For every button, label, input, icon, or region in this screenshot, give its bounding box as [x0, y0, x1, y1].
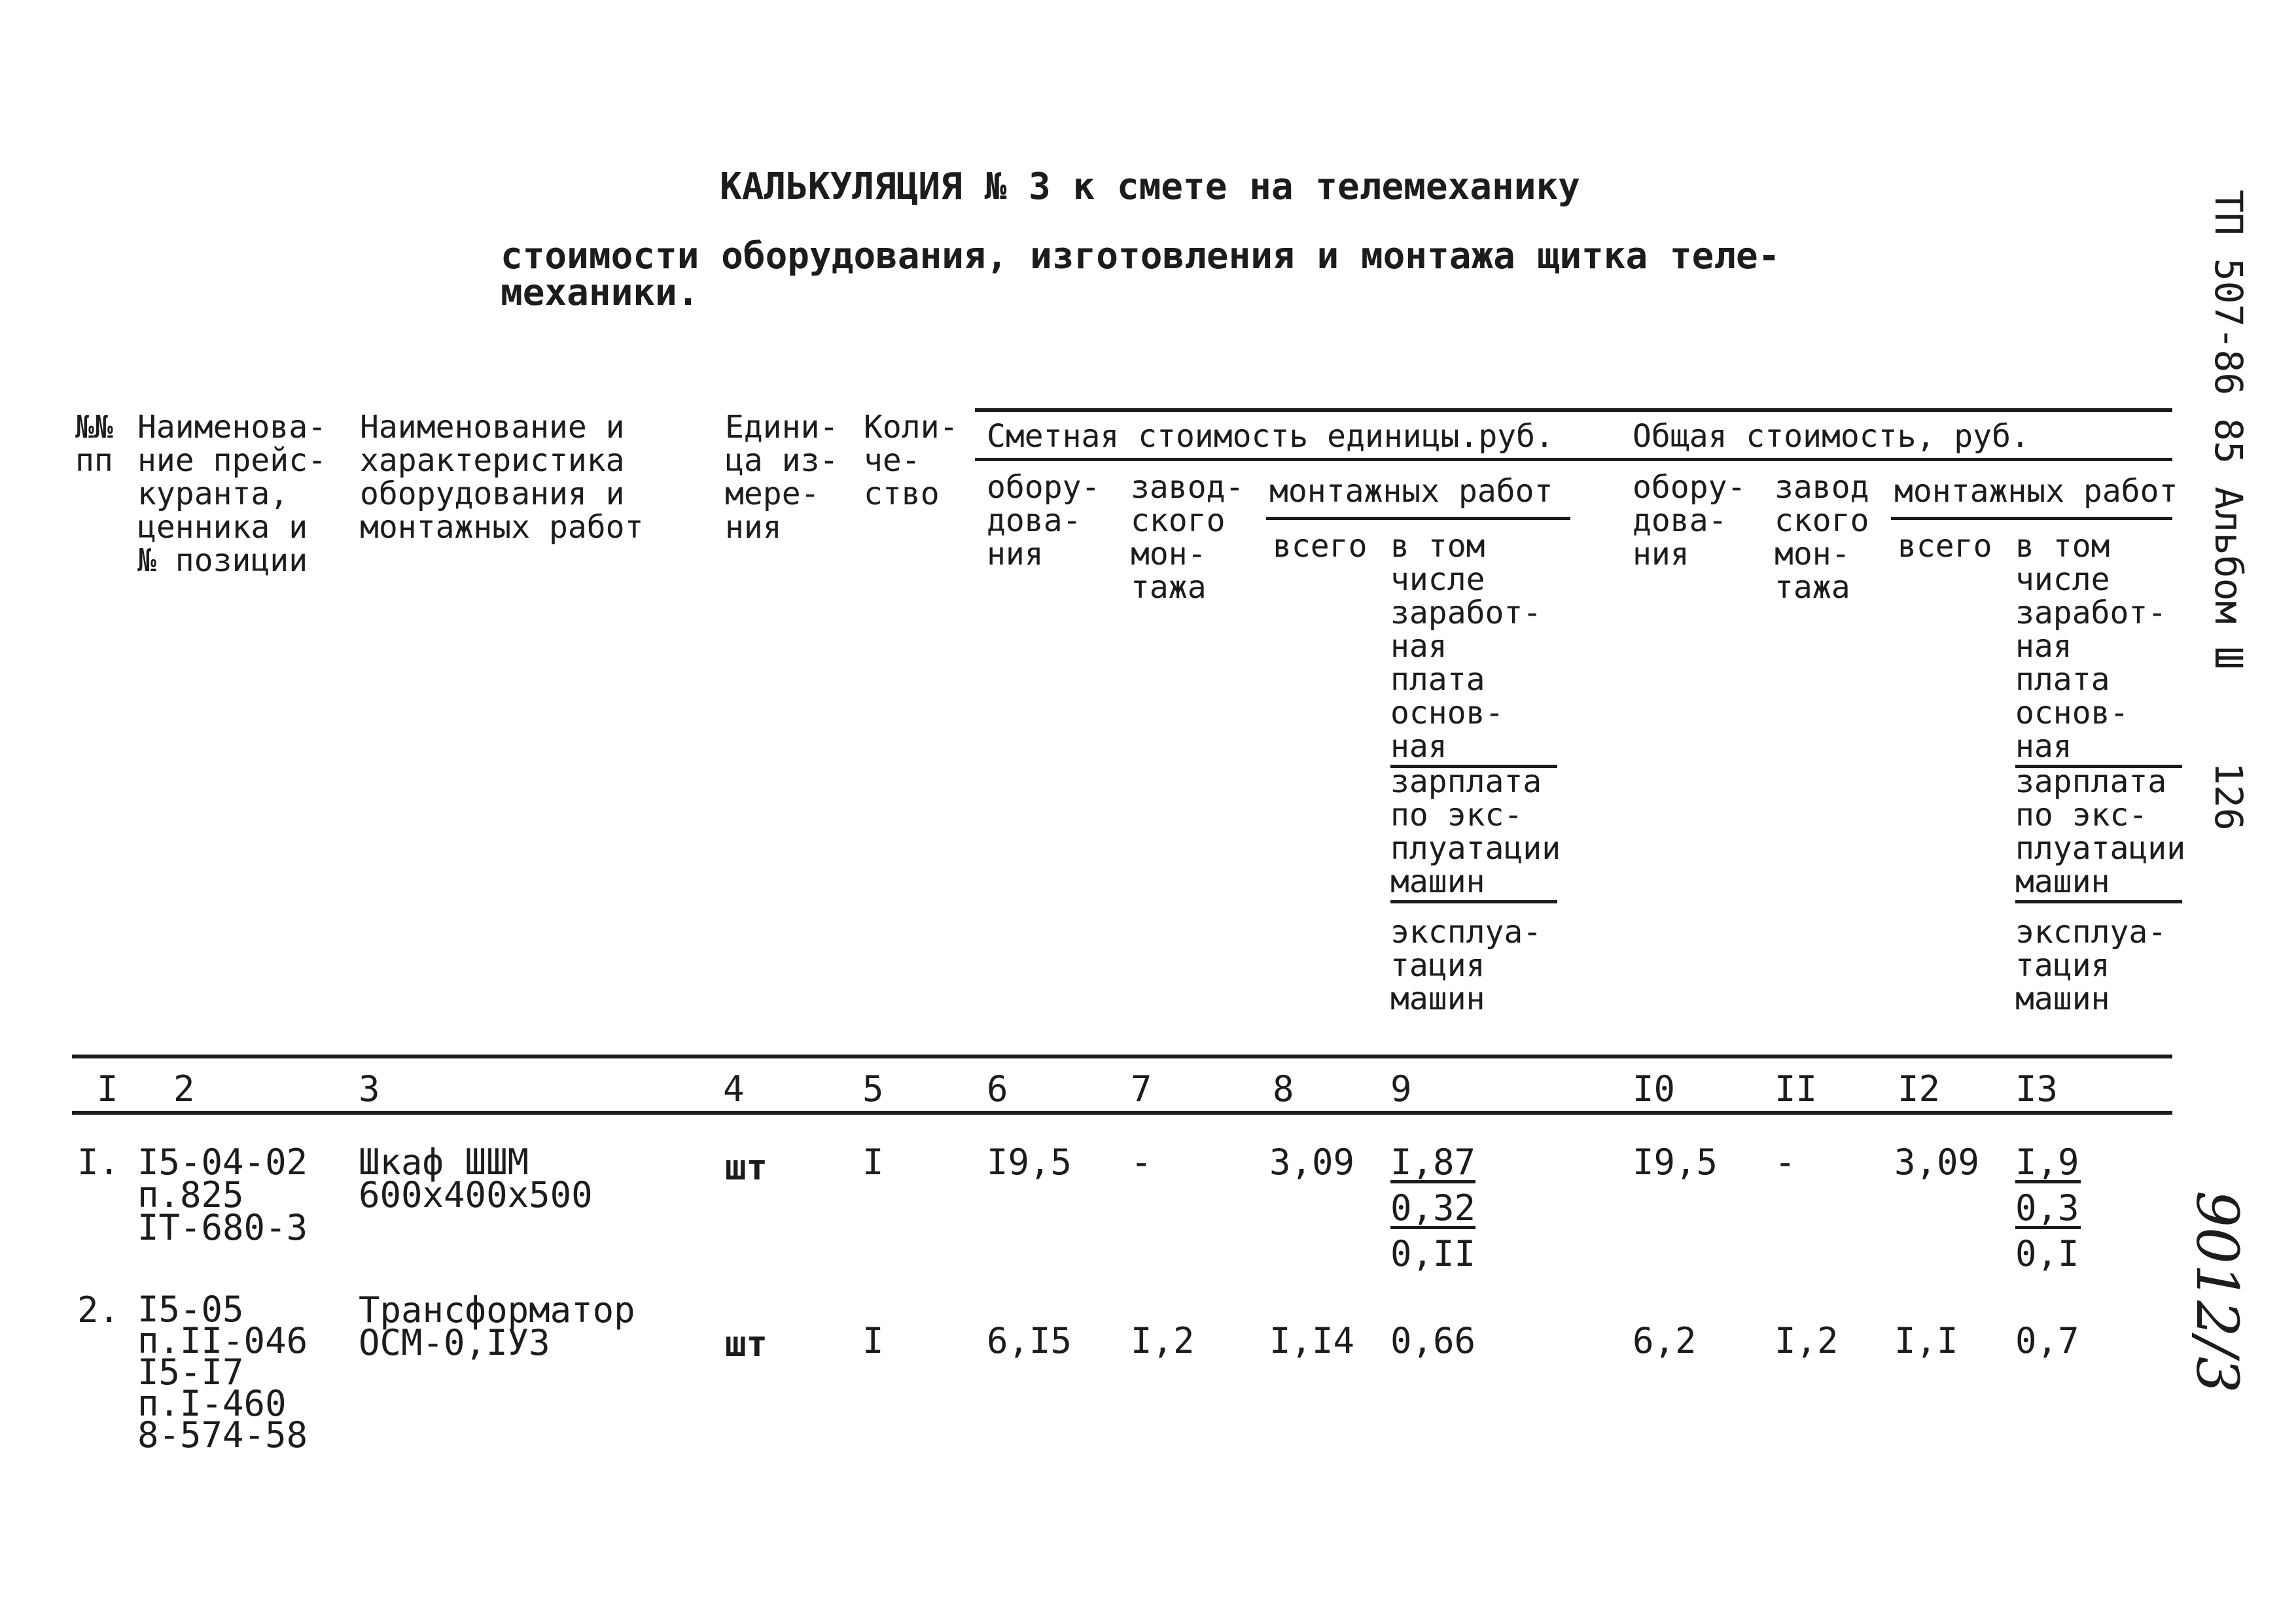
row2-equipment-unit: 6,I5 [987, 1320, 1072, 1361]
header-total-machine-operation: эксплуа- тация машин [2015, 914, 2167, 1017]
row1-equipment-unit: I9,5 [987, 1142, 1072, 1183]
subheader-rule [975, 458, 2172, 461]
header-unit-machine-operation: эксплуа- тация машин [1390, 914, 1542, 1017]
row2-quantity: I [862, 1320, 884, 1361]
row1-machine-operation-total: 0,I [2015, 1233, 2079, 1274]
montage-rule-unit [1266, 517, 1570, 520]
montage-rule-total [1891, 517, 2172, 520]
col-number-5: 5 [862, 1068, 884, 1109]
col-number-11: II [1775, 1068, 1818, 1109]
header-unit-montage: монтажных работ [1269, 473, 1553, 510]
row1-wage-base-unit: I,87 [1390, 1142, 1476, 1183]
col-number-4: 4 [723, 1068, 745, 1109]
col-number-7: 7 [1131, 1068, 1152, 1109]
header-total-factory: завод ского мон- тажа [1775, 469, 1869, 606]
row1-machine-operation-unit: 0,II [1390, 1233, 1476, 1274]
col-number-1: I [97, 1068, 118, 1109]
header-unit-factory: завод- ского мон- тажа [1131, 469, 1245, 606]
header-total-cost-group: Общая стоимость, руб. [1633, 418, 2030, 455]
row1-unit: шт [725, 1147, 768, 1188]
row2-montage-total-unit: I,I4 [1269, 1320, 1355, 1361]
header-total-wage-machines: зарплата по экс- плуатации машин [2015, 765, 2182, 903]
row1-number: I. [77, 1142, 120, 1183]
col-number-3: 3 [359, 1068, 380, 1109]
row2-wage-base-unit: 0,66 [1390, 1320, 1476, 1361]
header-unit: Едини- ца из- мере- ния [725, 409, 839, 546]
header-item-name: Наименование и характеристика оборудования и монтажных работ [360, 409, 644, 546]
page-number: 126 [2206, 762, 2251, 831]
row1-quantity: I [862, 1142, 884, 1183]
col-number-2: 2 [173, 1068, 195, 1109]
document-subtitle-line1: стоимости оборудования, изготовления и монтажа щитка теле- [501, 235, 1780, 277]
column-numbers-rule [72, 1111, 2172, 1115]
header-bottom-rule [72, 1055, 2172, 1058]
row2-equipment-total: 6,2 [1633, 1320, 1697, 1361]
col-number-8: 8 [1273, 1068, 1294, 1109]
row1-wage-base-total: I,9 [2015, 1146, 2081, 1183]
header-quantity: Коли- че- ство [864, 409, 959, 512]
row1-price-reference: I5-04-02 п.825 IТ-680-3 [137, 1142, 308, 1248]
col-number-10: I0 [1633, 1068, 1676, 1109]
row1-item-name: Шкаф ШШМ 600х400х500 [359, 1142, 593, 1215]
row1-equipment-total: I9,5 [1633, 1142, 1718, 1183]
row1-factory-total: - [1775, 1142, 1796, 1183]
album-code: ТП 507-86 85 Альбом Ш [2206, 190, 2251, 670]
row2-number: 2. [77, 1289, 120, 1331]
header-top-rule [975, 408, 2172, 412]
header-total-montage: монтажных работ [1894, 473, 2178, 510]
document-subtitle-line2: механики. [501, 271, 699, 314]
header-total-wage-base: в том числе заработ- ная плата основ- ная [2015, 530, 2182, 768]
row2-wage-base-total: 0,7 [2015, 1320, 2079, 1361]
header-unit-wage-machines: зарплата по экс- плуатации машин [1390, 765, 1557, 903]
header-total-montage-total: всего [1898, 528, 1992, 565]
row1-wage-machines-total: 0,3 [2015, 1192, 2081, 1229]
header-price-reference: Наименова- ние прейс- куранта, ценника и № позиции [137, 409, 327, 579]
header-unit-wage-base: в том числе заработ- ная плата основ- ная [1390, 530, 1557, 768]
row2-factory-unit: I,2 [1131, 1320, 1195, 1361]
row2-factory-total: I,2 [1775, 1320, 1839, 1361]
header-unit-equipment: обору- дова- ния [987, 469, 1101, 572]
handwritten-mark: 9012/3 [2183, 1191, 2251, 1393]
col-number-9: 9 [1390, 1068, 1412, 1109]
document-title: КАЛЬКУЛЯЦИЯ № 3 к смете на телемеханику [720, 166, 1580, 208]
row2-price-reference: I5-05 п.II-046 I5-I7 п.I-460 8-574-58 [137, 1289, 308, 1456]
col-number-13: I3 [2015, 1068, 2058, 1109]
row1-wage-machines-unit: 0,32 [1390, 1187, 1476, 1229]
row2-montage-total: I,I [1894, 1320, 1958, 1361]
header-total-equipment: обору- дова- ния [1633, 469, 1746, 572]
col-number-12: I2 [1898, 1068, 1941, 1109]
row1-montage-total-unit: 3,09 [1269, 1142, 1355, 1183]
row2-unit: шт [725, 1323, 768, 1365]
header-unit-cost-group: Сметная стоимость единицы.руб. [987, 418, 1554, 455]
col-number-6: 6 [987, 1068, 1008, 1109]
header-unit-montage-total: всего [1273, 528, 1368, 565]
row1-montage-total: 3,09 [1894, 1142, 1980, 1183]
header-row-number: №№ пп [75, 409, 113, 479]
row1-factory-unit: - [1131, 1142, 1152, 1183]
row2-item-name: Трансформатор ОСМ-0,IУЗ [359, 1289, 635, 1363]
